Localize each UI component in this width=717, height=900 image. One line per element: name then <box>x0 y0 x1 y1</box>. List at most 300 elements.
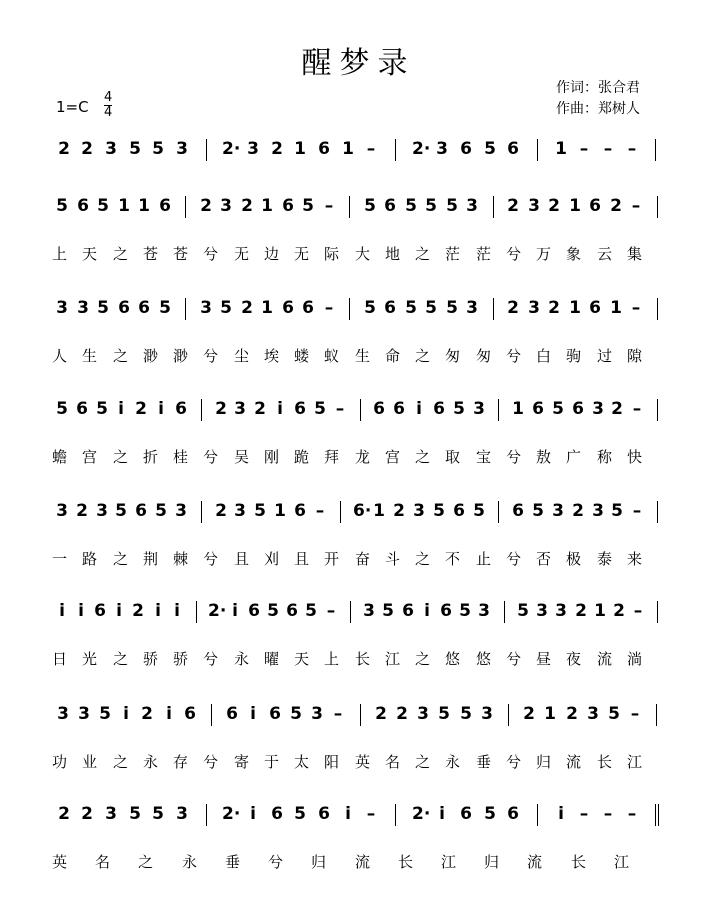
lyric-syllable: 渺 <box>143 347 159 365</box>
note: 5 <box>446 196 458 216</box>
note: 5 <box>453 399 465 419</box>
lyric-syllable: 江 <box>627 753 643 771</box>
lyric-syllable: 兮 <box>506 550 522 568</box>
lyric-syllable: 荆 <box>143 550 159 568</box>
note: 5 <box>290 704 302 724</box>
note: i <box>250 804 256 824</box>
note: 6 <box>94 601 106 621</box>
note: 5 <box>446 298 458 318</box>
lyric-syllable: 云 <box>597 245 613 263</box>
note: 2 <box>548 196 560 216</box>
note: i <box>166 704 172 724</box>
lyric-syllable: 流 <box>597 650 613 668</box>
note: 1 <box>342 139 354 159</box>
note: 5 <box>460 704 472 724</box>
barline <box>349 298 350 320</box>
note: 5 <box>484 139 496 159</box>
note: i <box>232 601 238 621</box>
note: 2 <box>393 501 405 521</box>
time-signature <box>104 91 112 120</box>
note: 3 <box>56 298 68 318</box>
lyric-syllable: 泰 <box>597 550 613 568</box>
lyric-syllable: 之 <box>113 753 129 771</box>
note: 6· <box>353 501 372 521</box>
notes-line <box>52 703 672 729</box>
lyric-syllable: 流 <box>566 753 582 771</box>
time-signature-top: 4 <box>104 90 113 105</box>
lyric-syllable: 永 <box>445 753 461 771</box>
barline <box>493 196 494 218</box>
note: 5 <box>405 196 417 216</box>
note: 1 <box>610 298 622 318</box>
note: 2 <box>200 196 212 216</box>
note: 2 <box>81 804 93 824</box>
note: 5 <box>294 804 306 824</box>
note: 5 <box>552 399 564 419</box>
note: 6 <box>271 804 283 824</box>
time-signature-bottom: 4 <box>104 105 113 120</box>
lyric-syllable: 边 <box>264 245 280 263</box>
note: 5 <box>382 601 394 621</box>
note: i <box>158 399 164 419</box>
lyric-syllable: 名 <box>95 853 111 871</box>
lyric-syllable: 且 <box>294 550 310 568</box>
note: 5 <box>532 501 544 521</box>
note: 3 <box>552 501 564 521</box>
note: 6 <box>294 399 306 419</box>
note: 3 <box>528 196 540 216</box>
note: 3 <box>247 139 259 159</box>
lyric-syllable: 白 <box>536 347 552 365</box>
lyric-syllable: 敖 <box>536 448 552 466</box>
lyric-syllable: 之 <box>415 245 431 263</box>
note: 3 <box>311 704 323 724</box>
lyric-syllable: 匆 <box>445 347 461 365</box>
lyric-syllable: 吴 <box>234 448 250 466</box>
lyric-syllable: 蝼 <box>294 347 310 365</box>
barline <box>395 804 396 826</box>
barline <box>360 399 361 421</box>
lyric-syllable: 悠 <box>445 650 461 668</box>
lyric-syllable: 名 <box>385 753 401 771</box>
lyric-syllable: 之 <box>415 550 431 568</box>
note: 5 <box>152 804 164 824</box>
notes-line <box>52 297 672 323</box>
note: 6 <box>175 399 187 419</box>
note: 1 <box>261 196 273 216</box>
lyric-syllable: 曜 <box>264 650 280 668</box>
note: 3 <box>478 601 490 621</box>
notes-line <box>52 398 672 424</box>
note: 6 <box>512 501 524 521</box>
note: 5 <box>364 298 376 318</box>
lyric-syllable: 存 <box>173 753 189 771</box>
note: 6 <box>384 196 396 216</box>
note: 6 <box>384 298 396 318</box>
note: – <box>324 196 334 216</box>
note: 1 <box>594 601 606 621</box>
note: i <box>277 399 283 419</box>
note: 2 <box>610 196 622 216</box>
note: 2 <box>613 601 625 621</box>
barline <box>657 601 658 623</box>
note: 5 <box>405 298 417 318</box>
lyric-syllable: 兮 <box>506 347 522 365</box>
lyric-syllable: 兮 <box>203 753 219 771</box>
lyric-syllable: 之 <box>113 650 129 668</box>
note: 5 <box>611 501 623 521</box>
lyric-syllable: 骄 <box>143 650 159 668</box>
lyric-syllable: 之 <box>113 347 129 365</box>
note: 5 <box>254 501 266 521</box>
lyric-syllable: 龙 <box>355 448 371 466</box>
lyric-syllable: 归 <box>536 753 552 771</box>
lyric-syllable: 不 <box>445 550 461 568</box>
lyric-syllable: 日 <box>52 650 68 668</box>
lyric-syllable: 无 <box>234 245 250 263</box>
lyrics-line <box>52 446 672 468</box>
note: 3 <box>413 501 425 521</box>
lyric-syllable: 阳 <box>324 753 340 771</box>
barline <box>211 704 212 726</box>
note: 2 <box>375 704 387 724</box>
note: – <box>366 804 376 824</box>
lyrics-line <box>52 345 672 367</box>
lyric-syllable: 之 <box>415 347 431 365</box>
notes-line <box>52 803 672 829</box>
note: – <box>631 298 641 318</box>
barline <box>656 704 657 726</box>
barline <box>493 298 494 320</box>
barline <box>395 139 396 161</box>
lyric-syllable: 无 <box>294 245 310 263</box>
lyric-syllable: 兮 <box>506 650 522 668</box>
note: 5 <box>305 601 317 621</box>
note: 6 <box>532 399 544 419</box>
lyric-syllable: 之 <box>415 448 431 466</box>
barline <box>340 501 341 523</box>
note: 1 <box>373 501 385 521</box>
note: 6 <box>226 704 238 724</box>
notes-line <box>52 600 672 626</box>
lyric-syllable: 之 <box>113 448 129 466</box>
barline <box>498 501 499 523</box>
lyric-syllable: 跪 <box>294 448 310 466</box>
lyric-syllable: 兮 <box>506 245 522 263</box>
lyric-syllable: 且 <box>234 550 250 568</box>
lyric-syllable: 广 <box>566 448 582 466</box>
lyric-syllable: 骄 <box>173 650 189 668</box>
note: 6 <box>318 139 330 159</box>
lyric-syllable: 茫 <box>445 245 461 263</box>
note: 6 <box>76 399 88 419</box>
note: 3 <box>466 298 478 318</box>
barline <box>206 139 207 161</box>
lyric-syllable: 江 <box>441 853 457 871</box>
barline <box>201 501 202 523</box>
barline <box>655 139 656 161</box>
note: 1 <box>261 298 273 318</box>
lyricist: 作词：张合君 <box>556 80 640 96</box>
note: 6 <box>118 298 130 318</box>
lyric-syllable: 功 <box>52 753 68 771</box>
note: 5 <box>115 501 127 521</box>
lyric-syllable: 英 <box>52 853 68 871</box>
note: 2 <box>611 399 623 419</box>
note: 2 <box>241 298 253 318</box>
note: – <box>324 298 334 318</box>
lyrics-line <box>52 648 672 670</box>
note: 1 <box>118 196 130 216</box>
lyric-syllable: 象 <box>566 245 582 263</box>
lyrics-line <box>52 243 672 265</box>
lyric-syllable: 悠 <box>476 650 492 668</box>
lyric-syllable: 蟾 <box>52 448 68 466</box>
note: 2· <box>222 804 241 824</box>
note: i <box>78 601 84 621</box>
note: 5 <box>56 196 68 216</box>
lyric-syllable: 命 <box>385 347 401 365</box>
lyric-syllable: 生 <box>355 347 371 365</box>
note: 2 <box>507 196 519 216</box>
lyric-syllable: 驹 <box>566 347 582 365</box>
lyric-syllable: 归 <box>311 853 327 871</box>
note: 2 <box>81 139 93 159</box>
lyric-syllable: 上 <box>324 650 340 668</box>
lyric-syllable: 之 <box>415 650 431 668</box>
note: 5 <box>425 196 437 216</box>
barline <box>185 298 186 320</box>
note: 6 <box>433 399 445 419</box>
note: – <box>579 804 589 824</box>
barline <box>350 601 351 623</box>
lyric-syllable: 快 <box>627 448 643 466</box>
note: 5 <box>302 196 314 216</box>
lyric-syllable: 永 <box>182 853 198 871</box>
note: 6 <box>402 601 414 621</box>
note: – <box>627 139 637 159</box>
lyric-syllable: 来 <box>627 550 643 568</box>
barline <box>185 196 186 218</box>
note: 2 <box>572 501 584 521</box>
note: 6 <box>453 501 465 521</box>
lyric-syllable: 拜 <box>324 448 340 466</box>
note: 6 <box>159 196 171 216</box>
note: 6 <box>589 298 601 318</box>
lyrics-line <box>52 548 672 570</box>
lyric-syllable: 兮 <box>203 245 219 263</box>
lyric-syllable: 业 <box>82 753 98 771</box>
lyric-syllable: 天 <box>294 650 310 668</box>
note: 1 <box>555 139 567 159</box>
lyric-syllable: 兮 <box>506 448 522 466</box>
lyric-syllable: 永 <box>143 753 159 771</box>
note: 3 <box>78 704 90 724</box>
note: – <box>627 804 637 824</box>
note: 6 <box>507 139 519 159</box>
lyric-syllable: 万 <box>536 245 552 263</box>
lyric-syllable: 人 <box>52 347 68 365</box>
note: 3 <box>528 298 540 318</box>
note: 2 <box>396 704 408 724</box>
note: 3 <box>56 501 68 521</box>
lyric-syllable: 折 <box>143 448 159 466</box>
note: i <box>123 704 129 724</box>
note: 6 <box>138 298 150 318</box>
note: 6 <box>460 139 472 159</box>
note: 2 <box>241 196 253 216</box>
lyric-syllable: 流 <box>355 853 371 871</box>
note: 2· <box>208 601 227 621</box>
note: i <box>250 704 256 724</box>
lyric-syllable: 长 <box>355 650 371 668</box>
note: 6 <box>286 601 298 621</box>
note: 1 <box>544 704 556 724</box>
note: – <box>632 399 642 419</box>
note: 5 <box>99 704 111 724</box>
lyric-syllable: 苍 <box>173 245 189 263</box>
lyrics-line <box>52 851 672 873</box>
note: 3 <box>234 501 246 521</box>
barline <box>657 196 658 218</box>
lyric-syllable: 宫 <box>82 448 98 466</box>
note: 2 <box>575 601 587 621</box>
note: 5 <box>97 196 109 216</box>
note: 3 <box>234 399 246 419</box>
note: 6 <box>373 399 385 419</box>
note: 3 <box>176 804 188 824</box>
note: 6 <box>507 804 519 824</box>
lyric-syllable: 地 <box>385 245 401 263</box>
lyric-syllable: 大 <box>355 245 371 263</box>
note: 3 <box>200 298 212 318</box>
lyric-syllable: 江 <box>385 650 401 668</box>
lyric-syllable: 宫 <box>385 448 401 466</box>
lyric-syllable: 一 <box>52 550 68 568</box>
lyric-syllable: 垂 <box>476 753 492 771</box>
note: 6 <box>393 399 405 419</box>
note: 2· <box>412 139 431 159</box>
lyric-syllable: 集 <box>627 245 643 263</box>
note: – <box>333 704 343 724</box>
lyric-syllable: 淌 <box>627 650 643 668</box>
note: i <box>118 399 124 419</box>
lyric-syllable: 路 <box>82 550 98 568</box>
note: 3 <box>363 601 375 621</box>
lyric-syllable: 极 <box>566 550 582 568</box>
lyric-syllable: 埃 <box>264 347 280 365</box>
note: 1 <box>274 501 286 521</box>
lyric-syllable: 刚 <box>264 448 280 466</box>
note: – <box>631 196 641 216</box>
lyric-syllable: 垂 <box>225 853 241 871</box>
note: i <box>59 601 65 621</box>
lyric-syllable: 匆 <box>476 347 492 365</box>
lyric-syllable: 蚁 <box>324 347 340 365</box>
note: 1 <box>294 139 306 159</box>
lyric-syllable: 寄 <box>234 753 250 771</box>
note: 2 <box>566 704 578 724</box>
note: 5 <box>438 704 450 724</box>
note: 3 <box>220 196 232 216</box>
note: 3 <box>592 501 604 521</box>
note: 5 <box>56 399 68 419</box>
note: 5 <box>129 804 141 824</box>
note: i <box>155 601 161 621</box>
note: i <box>558 804 564 824</box>
barline <box>537 139 538 161</box>
lyric-syllable: 苍 <box>143 245 159 263</box>
note: 3 <box>175 501 187 521</box>
lyric-syllable: 太 <box>294 753 310 771</box>
lyric-syllable: 流 <box>527 853 543 871</box>
note: – <box>633 601 643 621</box>
barline <box>504 601 505 623</box>
note: 3 <box>417 704 429 724</box>
note: 3 <box>481 704 493 724</box>
note: 6 <box>589 196 601 216</box>
note: i <box>439 804 445 824</box>
lyric-syllable: 渺 <box>173 347 189 365</box>
note: i <box>174 601 180 621</box>
note: 5 <box>155 501 167 521</box>
lyric-syllable: 之 <box>415 753 431 771</box>
note: 5 <box>364 196 376 216</box>
note: 3 <box>473 399 485 419</box>
lyric-syllable: 兮 <box>203 448 219 466</box>
barline <box>657 399 658 421</box>
note: 6 <box>282 196 294 216</box>
note: 5 <box>152 139 164 159</box>
key-signature: 1=C <box>56 98 89 116</box>
lyric-syllable: 止 <box>476 550 492 568</box>
note: 6 <box>77 196 89 216</box>
lyric-syllable: 兮 <box>268 853 284 871</box>
note: 2 <box>523 704 535 724</box>
lyric-syllable: 天 <box>82 245 98 263</box>
note: 5 <box>473 501 485 521</box>
lyric-syllable: 兮 <box>203 347 219 365</box>
note: 1 <box>569 196 581 216</box>
note: 5 <box>314 399 326 419</box>
lyric-syllable: 际 <box>324 245 340 263</box>
note: i <box>424 601 430 621</box>
note: 2 <box>507 298 519 318</box>
barline <box>657 501 658 523</box>
lyric-syllable: 否 <box>536 550 552 568</box>
lyric-syllable: 过 <box>597 347 613 365</box>
lyric-syllable: 开 <box>324 550 340 568</box>
note: – <box>315 501 325 521</box>
lyric-syllable: 江 <box>614 853 630 871</box>
barline <box>537 804 538 826</box>
notes-line <box>52 195 672 221</box>
note: 3 <box>57 704 69 724</box>
note: 3 <box>592 399 604 419</box>
note: 3 <box>466 196 478 216</box>
note: 6 <box>460 804 472 824</box>
note: 5 <box>220 298 232 318</box>
note: 6 <box>269 704 281 724</box>
lyric-syllable: 之 <box>113 550 129 568</box>
note: 2 <box>271 139 283 159</box>
barline <box>360 704 361 726</box>
note: i <box>116 601 122 621</box>
note: 5 <box>425 298 437 318</box>
notes-line <box>52 138 672 164</box>
note: 5 <box>484 804 496 824</box>
note: – <box>326 601 336 621</box>
